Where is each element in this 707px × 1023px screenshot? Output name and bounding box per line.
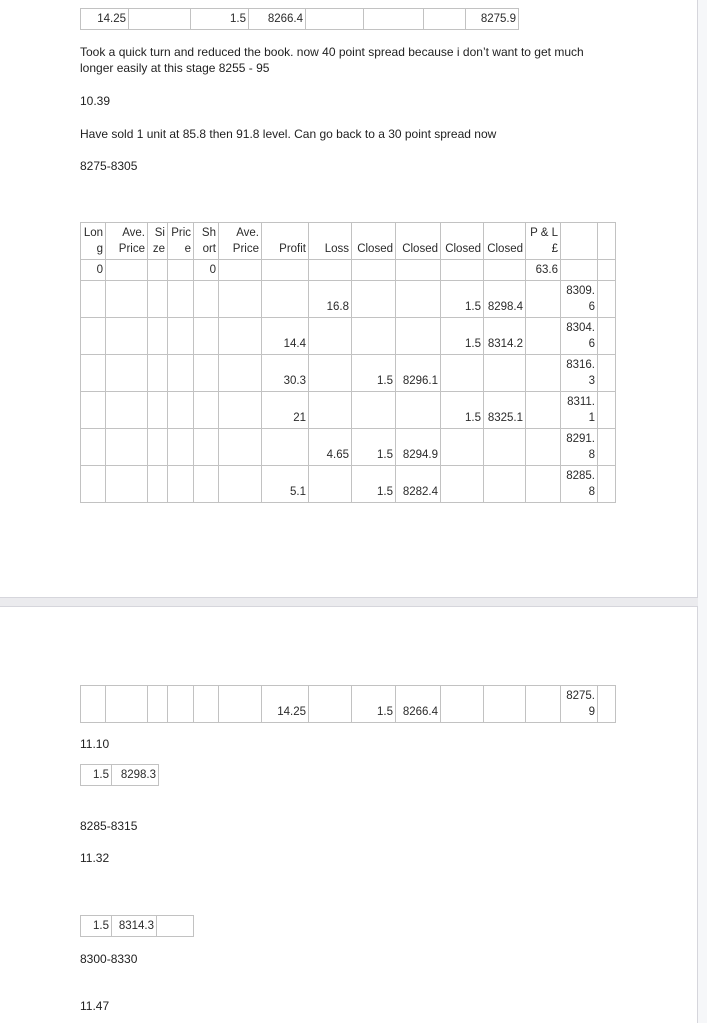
table-cell: Closed: [352, 223, 396, 260]
table-cell: [219, 429, 262, 466]
table-cell: [396, 392, 441, 429]
order-table-1: [80, 764, 159, 786]
table-cell: [526, 429, 561, 466]
table-cell: [148, 392, 168, 429]
table-cell: [309, 466, 352, 503]
table-row: [81, 916, 194, 937]
table-cell: [81, 355, 106, 392]
table-row: [81, 318, 616, 355]
table-cell: [262, 260, 309, 281]
table-cell: 16.8: [309, 281, 352, 318]
table-cell: [561, 260, 598, 281]
table-cell: [219, 392, 262, 429]
table-cell: [219, 466, 262, 503]
table-cell: 8314.3: [112, 916, 157, 937]
note-paragraph-2: Have sold 1 unit at 85.8 then 91.8 level. Can go back to a 30 point spread now: [80, 127, 497, 141]
table-cell: P & L £: [526, 223, 561, 260]
time-label-2: 11.10: [80, 737, 110, 751]
table-cell: [598, 223, 616, 260]
table-cell: [106, 260, 148, 281]
table-cell: 8309. 6: [561, 281, 598, 318]
table-cell: [484, 355, 526, 392]
table-cell: [309, 260, 352, 281]
spread-range-label-3: 8300-8330: [80, 952, 138, 966]
table-cell: [396, 281, 441, 318]
time-label-3: 11.32: [80, 851, 110, 865]
table-cell: [219, 686, 262, 723]
table-cell: [598, 429, 616, 466]
table-cell: [168, 318, 194, 355]
table-cell: [168, 686, 194, 723]
table-cell: [526, 466, 561, 503]
order-table-2: [80, 915, 194, 937]
table-cell: 1.5: [352, 466, 396, 503]
table-cell: 8314.2: [484, 318, 526, 355]
table-cell: 1.5: [81, 765, 112, 786]
table-cell: 8298.4: [484, 281, 526, 318]
table-cell: [168, 429, 194, 466]
table-cell: [352, 260, 396, 281]
table-cell: [194, 355, 219, 392]
table-row: [81, 9, 519, 30]
table-row: [81, 355, 616, 392]
table-cell: [168, 281, 194, 318]
table-cell: 1.5: [352, 355, 396, 392]
table-cell: [262, 281, 309, 318]
table-cell: Price: [168, 223, 194, 260]
table-cell: [219, 260, 262, 281]
note-paragraph-1: Took a quick turn and reduced the book. now 40 point spread because i don’t want to get much longer easily at this stage 8255 - 95: [80, 45, 584, 75]
table-cell: [219, 281, 262, 318]
table-cell: 8282.4: [396, 466, 441, 503]
table-cell: 8298.3: [112, 765, 159, 786]
table-cell: 63.6: [526, 260, 561, 281]
table-cell: [441, 466, 484, 503]
table-cell: [194, 686, 219, 723]
table-cell: [106, 392, 148, 429]
table-cell: [148, 260, 168, 281]
table-cell: Closed: [441, 223, 484, 260]
table-cell: 1.5: [441, 392, 484, 429]
table-cell: [194, 318, 219, 355]
table-cell: 30.3: [262, 355, 309, 392]
table-cell: 1.5: [191, 9, 249, 30]
table-cell: 0: [81, 260, 106, 281]
page-break-gap: [0, 598, 698, 606]
table-cell: [106, 318, 148, 355]
time-label-1: 10.39: [80, 94, 111, 108]
table-cell: Short: [194, 223, 219, 260]
table-cell: [598, 318, 616, 355]
table-row: [81, 223, 616, 260]
table-cell: 1.5: [441, 318, 484, 355]
table-cell: [484, 686, 526, 723]
table-cell: [148, 429, 168, 466]
table-cell: [194, 429, 219, 466]
table-cell: [81, 281, 106, 318]
table-row: [81, 429, 616, 466]
table-cell: [219, 355, 262, 392]
table-cell: [396, 318, 441, 355]
table-cell: Closed: [484, 223, 526, 260]
table-cell: 8291. 8: [561, 429, 598, 466]
table-cell: [309, 392, 352, 429]
table-cell: [526, 318, 561, 355]
table-row: [81, 466, 616, 503]
table-cell: [424, 9, 466, 30]
table-cell: [441, 429, 484, 466]
table-cell: [148, 281, 168, 318]
table-cell: Size: [148, 223, 168, 260]
table-row: [81, 392, 616, 429]
table-cell: 1.5: [441, 281, 484, 318]
table-cell: [309, 686, 352, 723]
table-cell: [157, 916, 194, 937]
table-cell: 21: [262, 392, 309, 429]
table-cell: [526, 686, 561, 723]
table-cell: [526, 355, 561, 392]
table-cell: 0: [194, 260, 219, 281]
table-cell: [598, 281, 616, 318]
table-cell: 8266.4: [396, 686, 441, 723]
table-cell: [396, 260, 441, 281]
table-row: [81, 281, 616, 318]
spread-range-label-1: 8275-8305: [80, 159, 138, 173]
table-cell: [262, 429, 309, 466]
table-cell: 8266.4: [249, 9, 306, 30]
table-cell: [148, 466, 168, 503]
table-cell: [306, 9, 364, 30]
table-cell: [598, 686, 616, 723]
table-cell: [168, 355, 194, 392]
table-cell: [352, 392, 396, 429]
table-cell: Closed: [396, 223, 441, 260]
table-cell: [598, 260, 616, 281]
table-cell: [526, 281, 561, 318]
table-cell: [441, 355, 484, 392]
table-cell: [364, 9, 424, 30]
table-cell: [598, 355, 616, 392]
table-cell: 8275.9: [466, 9, 519, 30]
table-cell: 14.25: [81, 9, 129, 30]
table-cell: 5.1: [262, 466, 309, 503]
table-cell: [441, 686, 484, 723]
table-cell: Long: [81, 223, 106, 260]
table-cell: [441, 260, 484, 281]
table-cell: 8304. 6: [561, 318, 598, 355]
table-cell: [352, 281, 396, 318]
table-cell: 1.5: [352, 686, 396, 723]
table-cell: [484, 429, 526, 466]
table-cell: 14.4: [262, 318, 309, 355]
table-cell: [561, 223, 598, 260]
table-cell: 1.5: [81, 916, 112, 937]
table-cell: [168, 466, 194, 503]
table-cell: [168, 392, 194, 429]
table-cell: [106, 355, 148, 392]
table-cell: 8311. 1: [561, 392, 598, 429]
table-cell: 8294.9: [396, 429, 441, 466]
table-cell: [168, 260, 194, 281]
table-cell: 1.5: [352, 429, 396, 466]
time-label-4: 11.47: [80, 999, 110, 1013]
table-cell: Loss: [309, 223, 352, 260]
table-cell: [148, 355, 168, 392]
table-cell: [598, 392, 616, 429]
table-cell: [81, 686, 106, 723]
table-cell: [81, 429, 106, 466]
table-cell: [352, 318, 396, 355]
table-row: [81, 765, 159, 786]
open-position-row-table-2: [80, 685, 616, 723]
table-cell: [309, 318, 352, 355]
table-cell: [148, 686, 168, 723]
table-cell: [484, 260, 526, 281]
table-cell: [194, 392, 219, 429]
table-cell: [106, 466, 148, 503]
open-position-row-table: [80, 8, 519, 30]
table-cell: 14.25: [262, 686, 309, 723]
table-cell: [148, 318, 168, 355]
table-cell: 8296.1: [396, 355, 441, 392]
table-cell: [106, 686, 148, 723]
table-cell: [81, 318, 106, 355]
table-cell: [106, 429, 148, 466]
table-cell: [194, 281, 219, 318]
table-cell: 8285. 8: [561, 466, 598, 503]
table-cell: Ave. Price: [219, 223, 262, 260]
table-cell: 8275. 9: [561, 686, 598, 723]
table-cell: [129, 9, 191, 30]
table-cell: Profit: [262, 223, 309, 260]
table-cell: [194, 466, 219, 503]
table-cell: [598, 466, 616, 503]
position-book-table: [80, 222, 616, 503]
spread-range-label-2: 8285-8315: [80, 819, 138, 833]
table-cell: [81, 466, 106, 503]
table-cell: [526, 392, 561, 429]
table-row: [81, 260, 616, 281]
table-cell: [484, 466, 526, 503]
table-cell: 8316. 3: [561, 355, 598, 392]
table-cell: [81, 392, 106, 429]
table-cell: [106, 281, 148, 318]
table-row: [81, 686, 616, 723]
table-cell: 8325.1: [484, 392, 526, 429]
table-cell: Ave. Price: [106, 223, 148, 260]
table-cell: 4.65: [309, 429, 352, 466]
table-cell: [219, 318, 262, 355]
table-cell: [309, 355, 352, 392]
